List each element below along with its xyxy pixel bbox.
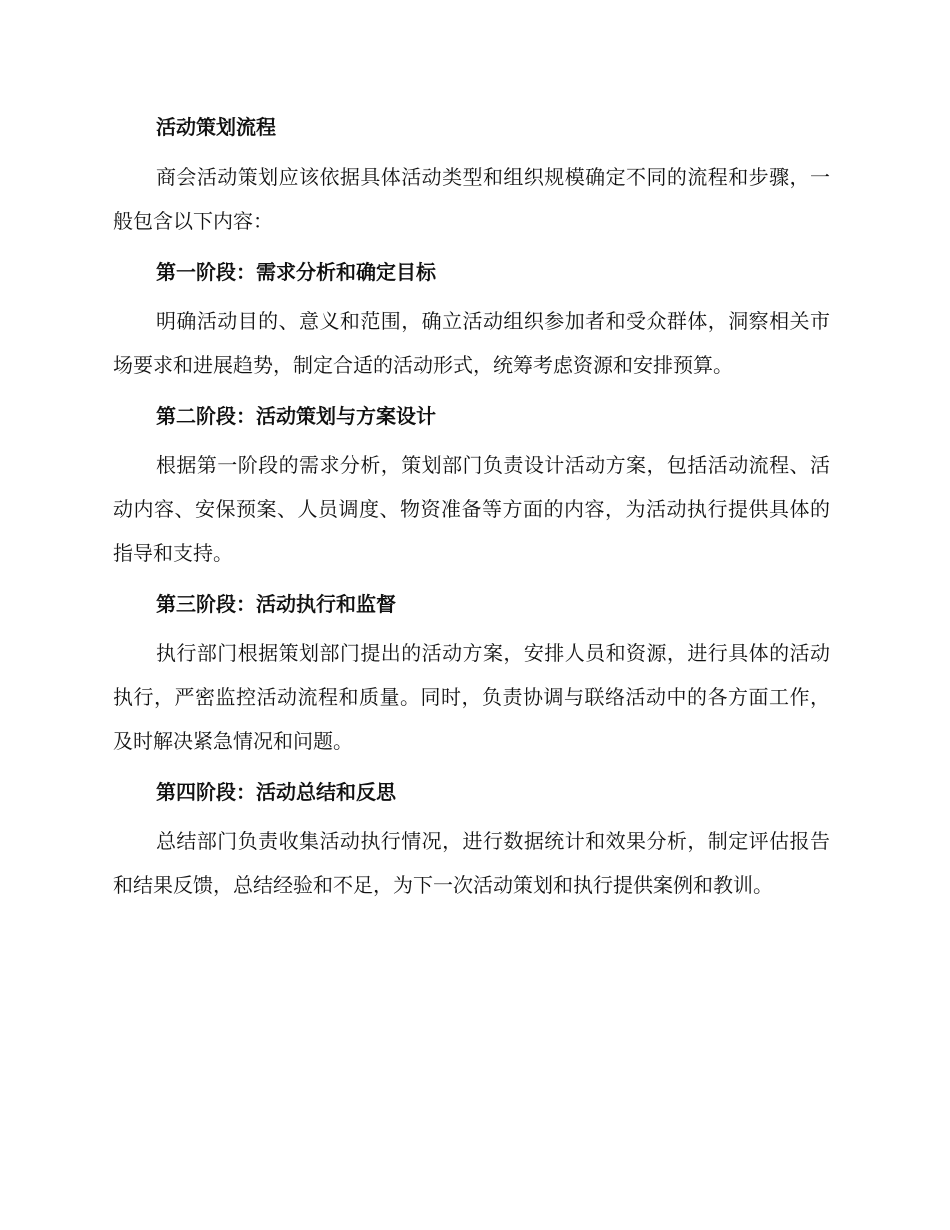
document-title: 活动策划流程	[156, 115, 276, 139]
section-heading-1: 第一阶段：需求分析和确定目标	[156, 260, 436, 284]
section-body-4: 总结部门负责收集活动执行情况，进行数据统计和效果分析，制定评估报告和结果反馈，总结经验和不足，为下一次活动策划和执行提供案例和教训。	[113, 829, 830, 897]
section-body-2: 根据第一阶段的需求分析，策划部门负责设计活动方案，包括活动流程、活动内容、安保预案、人员调度、物资准备等方面的内容，为活动执行提供具体的指导和支持。	[113, 453, 830, 565]
section-body-3: 执行部门根据策划部门提出的活动方案，安排人员和资源，进行具体的活动执行，严密监控活动流程和质量。同时，负责协调与联络活动中的各方面工作，及时解决紧急情况和问题。	[113, 641, 830, 753]
section-body-1: 明确活动目的、意义和范围，确立活动组织参加者和受众群体，洞察相关市场要求和进展趋势，制定合适的活动形式，统筹考虑资源和安排预算。	[113, 309, 830, 377]
intro-paragraph: 商会活动策划应该依据具体活动类型和组织规模确定不同的流程和步骤，一般包含以下内容：	[113, 165, 830, 233]
document-content	[113, 110, 830, 907]
section-heading-4: 第四阶段：活动总结和反思	[156, 780, 396, 804]
section-heading-3: 第三阶段：活动执行和监督	[156, 592, 396, 616]
section-heading-2: 第二阶段：活动策划与方案设计	[156, 404, 436, 428]
